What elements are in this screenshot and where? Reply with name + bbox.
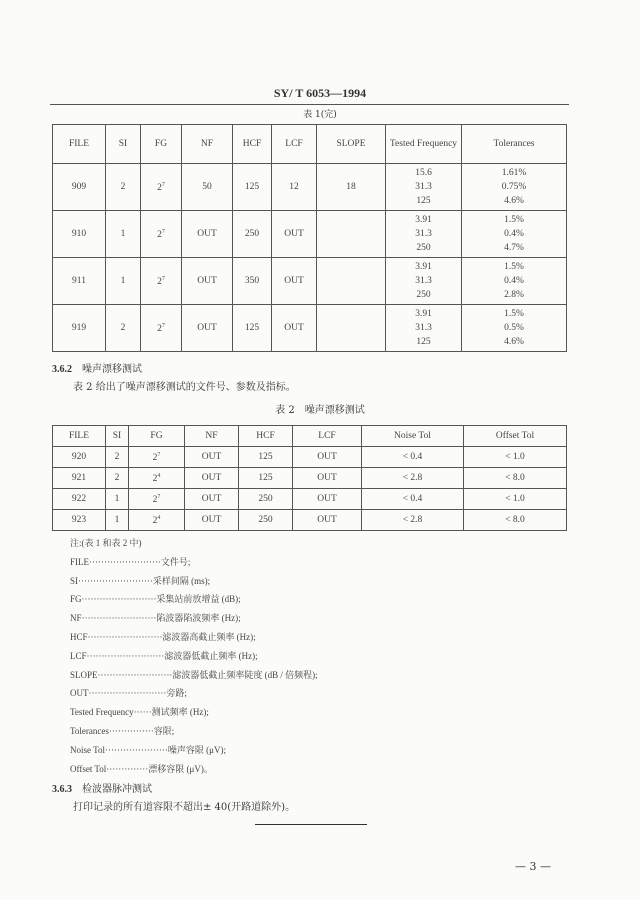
cell-slope xyxy=(317,211,386,258)
cell-freq xyxy=(386,258,462,305)
cell-file: 919 xyxy=(53,305,106,352)
cell-tol xyxy=(462,164,567,211)
table2-header-cell: Noise Tol xyxy=(362,426,464,447)
fg-exponent: 7 xyxy=(161,323,165,330)
cell-si: 2 xyxy=(106,447,129,468)
note-line: NF·························陷波器陷波频率 (Hz); xyxy=(70,613,241,624)
cell-hcf: 250 xyxy=(239,489,293,510)
cell-noise: < 2.8 xyxy=(362,510,464,531)
cell-noise: < 0.4 xyxy=(362,447,464,468)
freq-value: 3.91 xyxy=(415,262,432,272)
section-number: 3.6.2 xyxy=(52,364,72,375)
table1-header-cell: HCF xyxy=(233,125,272,164)
freq-value: 15.6 xyxy=(415,168,432,178)
freq-value: 31.3 xyxy=(415,276,432,286)
section-title: 噪声漂移测试 xyxy=(82,364,142,375)
tol-value: 0.5% xyxy=(504,323,524,333)
cell-si: 2 xyxy=(106,305,141,352)
cell-si: 1 xyxy=(106,510,129,531)
note-line: Offset Tol··············漂移容限 (μV)。 xyxy=(70,763,213,774)
freq-value: 3.91 xyxy=(415,309,432,319)
table2-header-cell: HCF xyxy=(239,426,293,447)
cell-noise: < 2.8 xyxy=(362,468,464,489)
section-number: 3.6.3 xyxy=(52,784,72,795)
cell-lcf: OUT xyxy=(272,305,317,352)
fg-exponent: 7 xyxy=(157,494,161,501)
cell-freq xyxy=(386,305,462,352)
fg-base: 2 xyxy=(152,495,158,506)
table2-header-cell: LCF xyxy=(293,426,362,447)
standard-header: SY/ T 6053—1994 xyxy=(273,86,367,100)
fg-base: 2 xyxy=(152,516,158,527)
cell-tol xyxy=(462,211,567,258)
table1-header-cell: FG xyxy=(141,125,182,164)
tol-value: 4.6% xyxy=(504,337,524,347)
tol-value: 0.4% xyxy=(504,229,524,239)
cell-nf: OUT xyxy=(185,489,239,510)
cell-freq xyxy=(386,164,462,211)
note-line: FILE························文件号; xyxy=(70,556,191,567)
cell-fg xyxy=(129,489,185,510)
cell-nf: OUT xyxy=(185,447,239,468)
cell-hcf: 125 xyxy=(239,447,293,468)
table1-row xyxy=(53,305,567,352)
cell-si: 1 xyxy=(106,489,129,510)
table1-caption: 表 1(完) xyxy=(303,110,337,120)
fg-exponent: 7 xyxy=(161,182,165,189)
cell-file: 923 xyxy=(53,510,106,531)
tol-value: 1.5% xyxy=(504,262,524,272)
fg-base: 2 xyxy=(157,277,162,288)
note-line: Tolerances···············容限; xyxy=(70,726,175,736)
cell-fg xyxy=(141,211,182,258)
cell-offset: < 1.0 xyxy=(464,489,567,510)
cell-hcf: 125 xyxy=(239,468,293,489)
freq-value: 31.3 xyxy=(415,323,432,333)
cell-file: 920 xyxy=(53,447,106,468)
note-line: 注:(表 1 和表 2 中) xyxy=(70,538,142,548)
cell-lcf: OUT xyxy=(293,447,362,468)
cell-fg xyxy=(129,447,185,468)
cell-file: 922 xyxy=(53,489,106,510)
cell-lcf: OUT xyxy=(272,211,317,258)
header-rule xyxy=(50,104,569,105)
cell-si: 1 xyxy=(106,258,141,305)
fg-base: 2 xyxy=(157,230,162,241)
cell-nf: 50 xyxy=(182,164,233,211)
tol-value: 4.7% xyxy=(504,243,524,253)
note-line: SLOPE·························滤波器低截止频率陡度 (dB / 倍频程); xyxy=(70,669,318,680)
fg-exponent: 4 xyxy=(157,515,161,522)
table1-header-cell: FILE xyxy=(53,125,106,164)
table1-header-row xyxy=(53,125,567,164)
table1-row xyxy=(53,211,567,258)
cell-fg xyxy=(129,510,185,531)
cell-hcf: 350 xyxy=(233,258,272,305)
cell-slope xyxy=(317,305,386,352)
table1-header-cell: NF xyxy=(182,125,233,164)
table1-header-cell: SI xyxy=(106,125,141,164)
cell-offset: < 1.0 xyxy=(464,447,567,468)
cell-fg xyxy=(141,164,182,211)
section-3-6-3-text: 打印记录的所有道容限不超出± 40(开路道除外)。 xyxy=(73,802,296,813)
cell-lcf: OUT xyxy=(293,510,362,531)
cell-tol xyxy=(462,258,567,305)
cell-nf: OUT xyxy=(182,211,233,258)
cell-noise: < 0.4 xyxy=(362,489,464,510)
table2-header-cell: Offset Tol xyxy=(464,426,567,447)
end-rule xyxy=(255,824,367,825)
table2-header-cell: FG xyxy=(129,426,185,447)
cell-si: 2 xyxy=(106,164,141,211)
tol-value: 4.6% xyxy=(504,196,524,206)
cell-nf: OUT xyxy=(182,258,233,305)
fg-exponent: 4 xyxy=(157,473,161,480)
cell-fg xyxy=(129,468,185,489)
fg-base: 2 xyxy=(152,453,158,464)
tol-value: 0.75% xyxy=(501,182,527,192)
freq-value: 31.3 xyxy=(415,229,432,239)
page-number: — 3 — xyxy=(515,860,551,873)
cell-lcf: OUT xyxy=(293,489,362,510)
note-line: OUT··························旁路; xyxy=(70,688,187,699)
table2-row xyxy=(53,468,567,489)
fg-exponent: 7 xyxy=(157,452,161,459)
cell-nf: OUT xyxy=(185,468,239,489)
cell-hcf: 250 xyxy=(233,211,272,258)
cell-file: 911 xyxy=(53,258,106,305)
fg-base: 2 xyxy=(152,474,158,485)
freq-value: 3.91 xyxy=(415,215,432,225)
table1-header-cell: Tested Frequency xyxy=(386,125,462,164)
cell-fg xyxy=(141,305,182,352)
note-line: HCF·························滤波器高截止频率 (Hz); xyxy=(70,632,256,642)
table1-row xyxy=(53,164,567,211)
cell-file: 909 xyxy=(53,164,106,211)
table2-header-cell: FILE xyxy=(53,426,106,447)
freq-value: 31.3 xyxy=(415,182,432,192)
table2-row xyxy=(53,489,567,510)
table1-body xyxy=(53,164,567,352)
section-3-6-3-heading xyxy=(52,783,152,796)
note-line: LCF··························滤波器低截止频率 (Hz); xyxy=(70,650,258,661)
fg-base: 2 xyxy=(157,324,162,335)
tol-value: 1.61% xyxy=(501,168,527,178)
cell-tol xyxy=(462,305,567,352)
cell-si: 2 xyxy=(106,468,129,489)
tol-value: 1.5% xyxy=(504,215,524,225)
freq-value: 250 xyxy=(416,290,431,300)
table2-header-cell: SI xyxy=(106,426,129,447)
freq-value: 125 xyxy=(416,337,431,347)
table2-header-cell: NF xyxy=(185,426,239,447)
cell-slope: 18 xyxy=(317,164,386,211)
tol-value: 2.8% xyxy=(504,290,524,300)
table2-caption: 表 2 噪声漂移测试 xyxy=(275,405,365,416)
cell-lcf: OUT xyxy=(272,258,317,305)
table2-row xyxy=(53,510,567,531)
table1 xyxy=(52,124,567,352)
tol-value: 1.5% xyxy=(504,309,524,319)
section-title: 检波器脉冲测试 xyxy=(82,784,152,795)
table1-header-cell: Tolerances xyxy=(462,125,567,164)
cell-hcf: 125 xyxy=(233,164,272,211)
cell-file: 910 xyxy=(53,211,106,258)
cell-offset: < 8.0 xyxy=(464,510,567,531)
table1-header-cell: SLOPE xyxy=(317,125,386,164)
cell-freq xyxy=(386,211,462,258)
table2-header-row xyxy=(53,426,567,447)
cell-lcf: 12 xyxy=(272,164,317,211)
cell-hcf: 250 xyxy=(239,510,293,531)
cell-hcf: 125 xyxy=(233,305,272,352)
cell-fg xyxy=(141,258,182,305)
cell-file: 921 xyxy=(53,468,106,489)
note-line: Noise Tol·····················噪声容限 (μV); xyxy=(70,744,226,755)
table1-row xyxy=(53,258,567,305)
cell-slope xyxy=(317,258,386,305)
freq-value: 125 xyxy=(416,196,431,206)
table2-row xyxy=(53,447,567,468)
fg-base: 2 xyxy=(157,183,162,194)
table1-header-cell: LCF xyxy=(272,125,317,164)
cell-nf: OUT xyxy=(185,510,239,531)
tol-value: 0.4% xyxy=(504,276,524,286)
note-line: SI·························采样间隔 (ms); xyxy=(70,575,211,586)
freq-value: 250 xyxy=(416,243,431,253)
table2-body xyxy=(53,447,567,531)
fg-exponent: 7 xyxy=(161,229,165,236)
cell-offset: < 8.0 xyxy=(464,468,567,489)
section-3-6-2-text: 表 2 给出了噪声漂移测试的文件号、参数及指标。 xyxy=(73,382,296,393)
table2 xyxy=(52,425,567,531)
note-line: FG·························采集站前放增益 (dB); xyxy=(70,594,241,605)
cell-lcf: OUT xyxy=(293,468,362,489)
cell-si: 1 xyxy=(106,211,141,258)
note-line: Tested Frequency······测试频率 (Hz); xyxy=(70,707,209,718)
fg-exponent: 7 xyxy=(161,276,165,283)
section-3-6-2-heading xyxy=(52,363,142,376)
cell-nf: OUT xyxy=(182,305,233,352)
